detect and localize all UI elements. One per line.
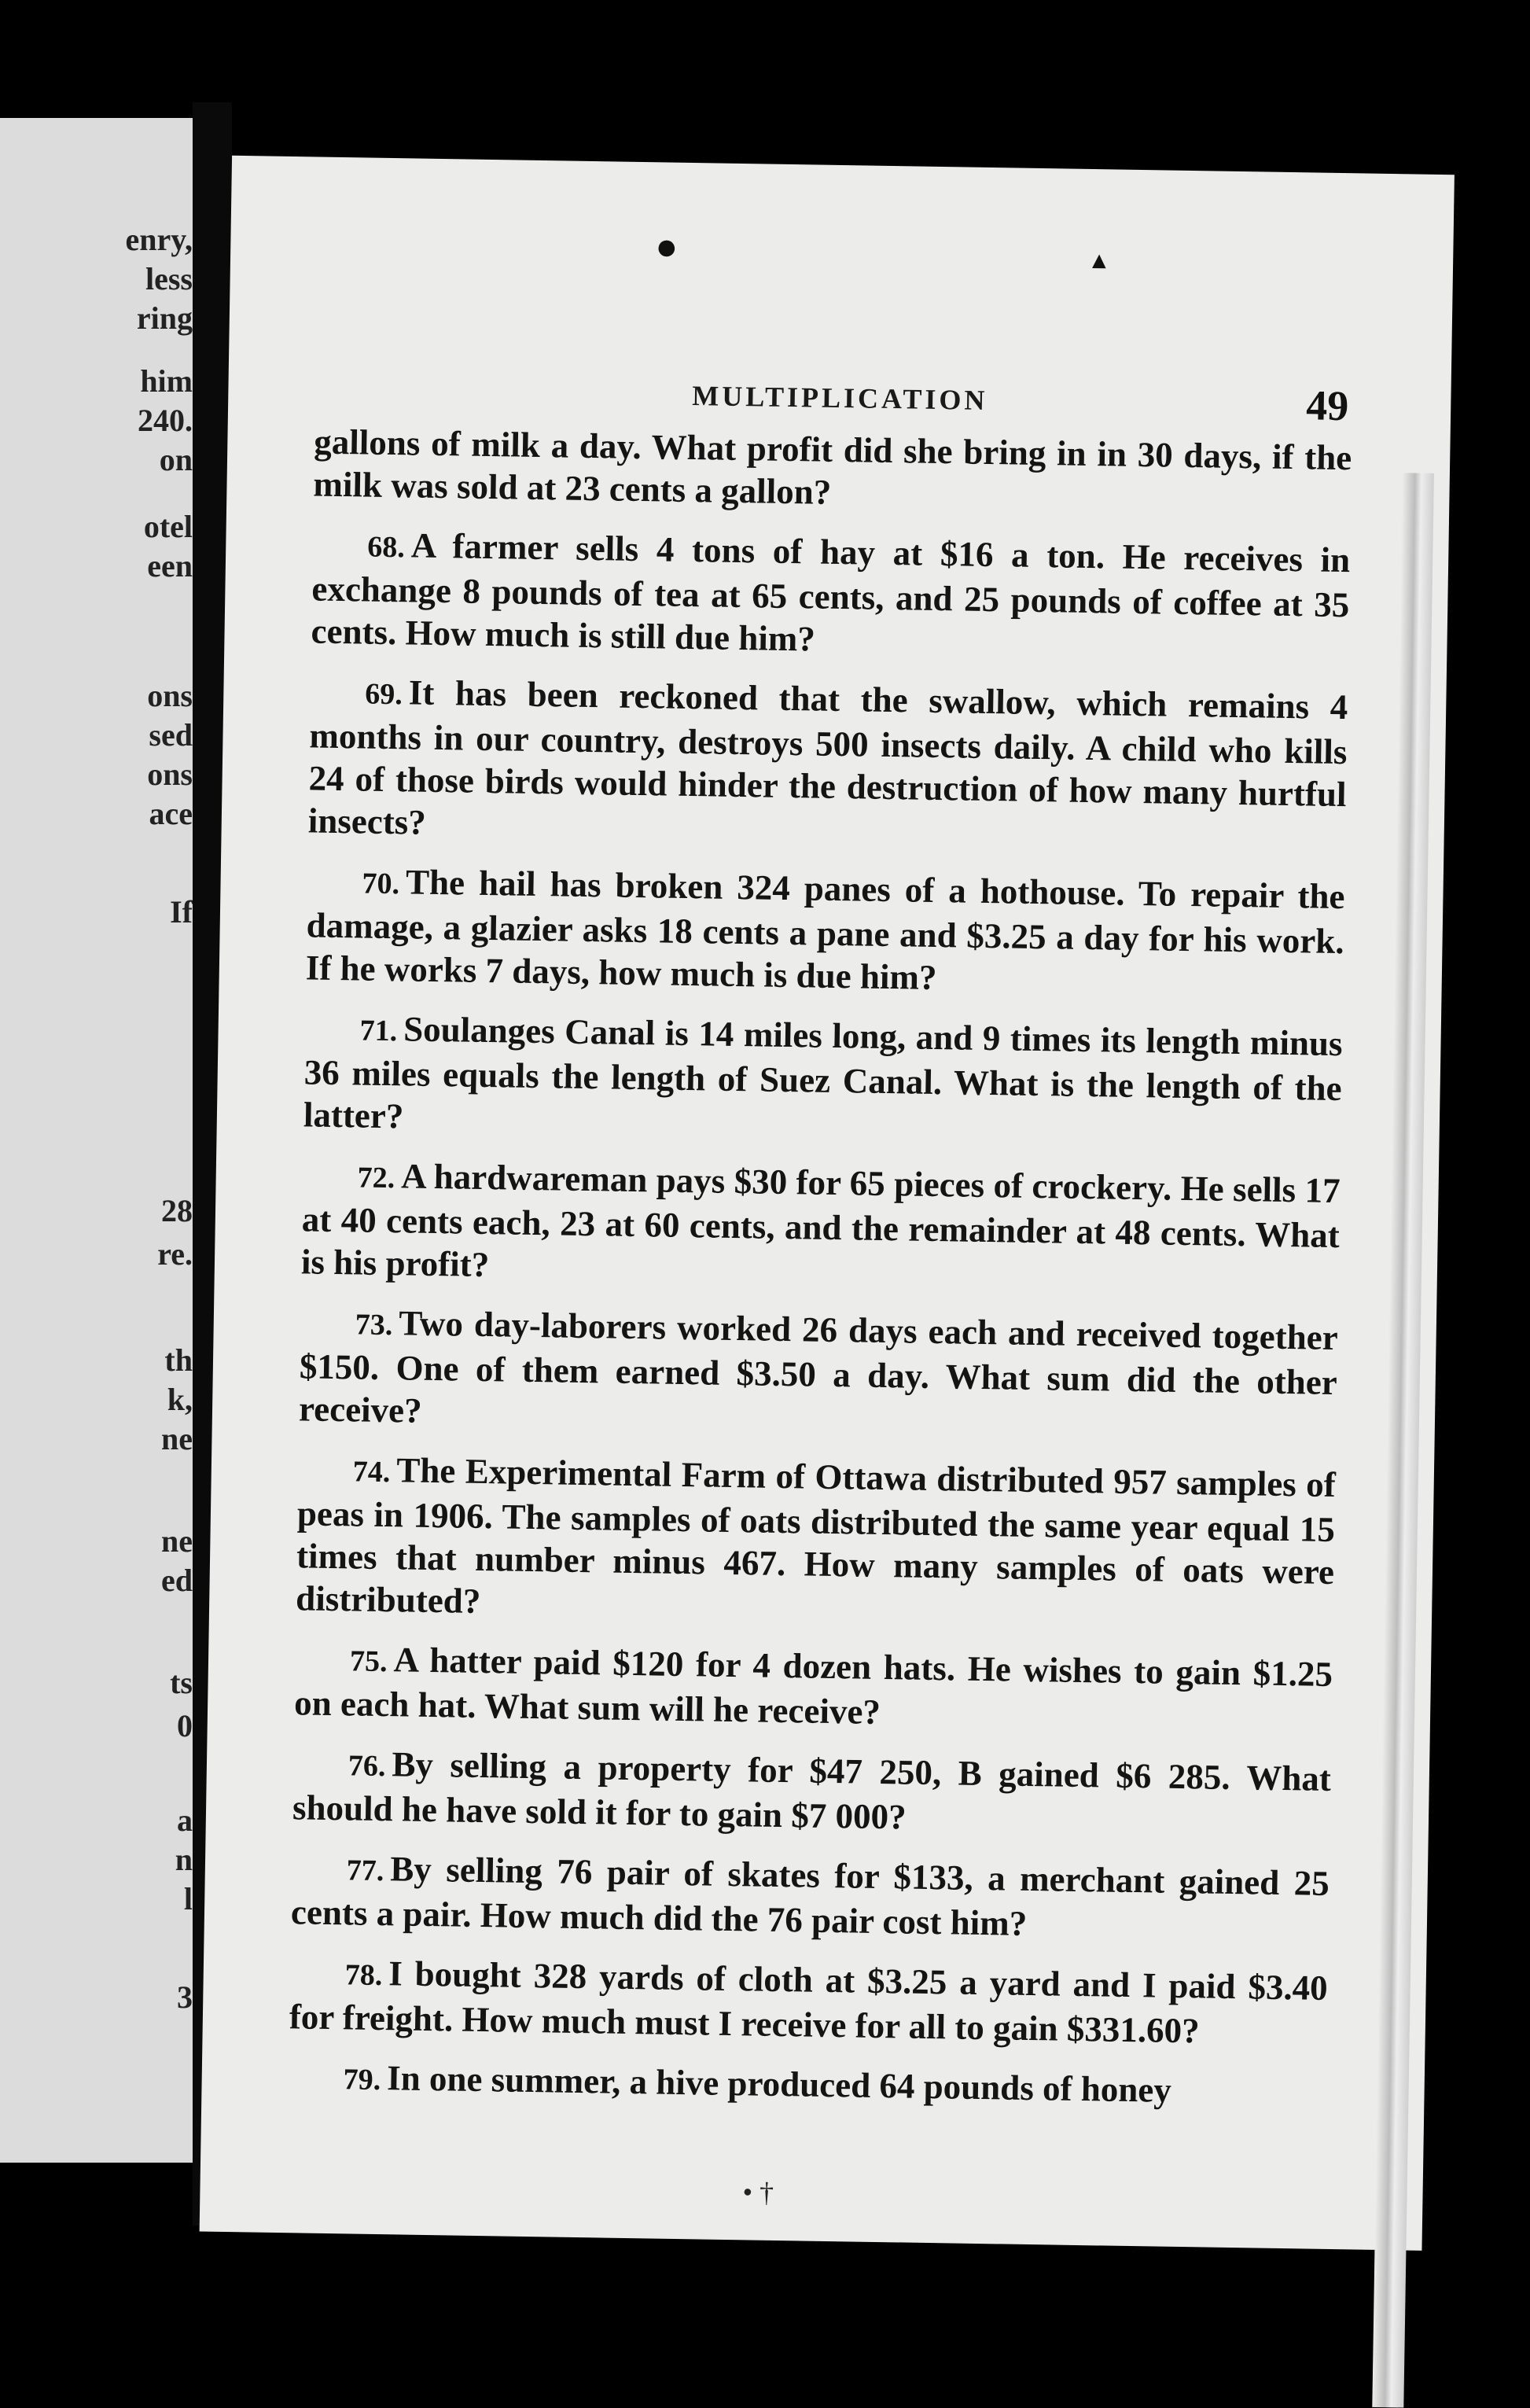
left-fragment: 28	[161, 1193, 193, 1228]
book-page	[200, 156, 1455, 2251]
problem-paragraph	[307, 669, 1348, 858]
left-fragment: 0	[177, 1708, 193, 1743]
left-fragment: ts	[170, 1665, 193, 1700]
problem-text: A hatter paid $120 for 4 dozen hats. He wishes to gain $1.25 on each hat. What sum will he receive?	[293, 1640, 1333, 1732]
problem-text: I bought 328 yards of cloth at $3.25 a yard and I paid $3.40 for freight. How much must I receive for all to gain $331.60?	[289, 1953, 1329, 2051]
problem-number: 78.	[344, 1958, 383, 1993]
problem-text: A farmer sells 4 tons of hay at $16 a ton. He receives in exchange 8 pounds of tea at 65 cents, and 25 pounds of coffee at 35 cents. How much is still due him?	[311, 525, 1351, 659]
left-fragment: less	[145, 261, 193, 296]
left-fragment: re.	[157, 1236, 193, 1272]
problem-number: 72.	[357, 1161, 395, 1195]
left-fragment: een	[147, 548, 193, 584]
left-fragment: k,	[167, 1382, 193, 1417]
problem-paragraph	[288, 2055, 1326, 2116]
problem-number: 70.	[362, 867, 400, 901]
problem-number: 71.	[359, 1014, 398, 1048]
problem-paragraph	[313, 420, 1352, 521]
problem-text: Two day-laborers worked 26 days each and received together $150. One of them earned $3.50 a day. What sum did the other receive?	[298, 1303, 1339, 1430]
problem-paragraph	[301, 1153, 1341, 1299]
problem-text: gallons of milk a day. What profit did she bring in in 30 days, if the milk was sold at 23 cents a gallon?	[313, 422, 1352, 512]
problem-number: 68.	[366, 530, 406, 565]
left-fragment: ace	[149, 796, 193, 831]
problem-paragraph	[305, 859, 1344, 1005]
ink-blot-mark: ●	[654, 226, 679, 268]
problem-number: 79.	[343, 2063, 381, 2097]
left-fragment: ons	[147, 678, 193, 713]
problem-paragraph	[294, 1637, 1333, 1740]
left-fragment: sed	[149, 717, 193, 753]
page-body	[288, 420, 1352, 2133]
previous-page-text	[0, 118, 193, 2163]
previous-page	[0, 118, 193, 2163]
problem-text: By selling a property for $47 250, B gained $6 285. What should he have sold it for to gain $7 000?	[292, 1744, 1332, 1837]
left-fragment: 240.	[138, 403, 193, 438]
left-fragment: 3	[177, 1979, 193, 2015]
ink-speck-mark: • †	[742, 2176, 774, 2208]
left-fragment: l	[183, 1881, 193, 1916]
problem-paragraph	[296, 1447, 1336, 1636]
problem-paragraph	[292, 1741, 1332, 1845]
left-fragment: him	[140, 363, 193, 399]
problem-text: Soulanges Canal is 14 miles long, and 9 times its length minus 36 miles equals the length of Suez Canal. What is the length of the latter?	[303, 1009, 1343, 1136]
problem-number: 74.	[352, 1455, 391, 1489]
problem-number: 69.	[365, 677, 403, 712]
left-fragment: ne	[161, 1523, 193, 1559]
left-fragment: If	[170, 894, 193, 930]
problem-text: By selling 76 pair of skates for $133, a merchant gained 25 cents a pair. How much did the 76 pair cost him?	[290, 1849, 1330, 1943]
problem-number: 76.	[348, 1749, 386, 1784]
problem-paragraph	[289, 1950, 1329, 2054]
left-fragment: on	[159, 442, 193, 477]
problem-paragraph	[311, 522, 1350, 668]
running-head: MULTIPLICATION	[692, 380, 988, 416]
left-fragment: ons	[147, 757, 193, 792]
problem-text: A hardwareman pays $30 for 65 pieces of crockery. He sells 17 at 40 cents each, 23 at 60 cents, and the remainder at 48 cents. What is his profit?	[300, 1156, 1341, 1285]
left-fragment: otel	[143, 509, 193, 544]
problem-text: It has been reckoned that the swallow, which remains 4 months in our country, destroys 500 insects daily. A child who kills 24 of those birds would hinder the destruction of how many hurtful insects?	[307, 672, 1348, 842]
left-fragment: th	[164, 1342, 193, 1378]
problem-text: The Experimental Farm of Ottawa distributed 957 samples of peas in 1906. The samples of oats distributed the same year equal 15 times that number minus 467. How many samples of oats were distributed?	[295, 1450, 1337, 1621]
page-number: 49	[1305, 381, 1349, 430]
problem-number: 75.	[349, 1644, 388, 1679]
problem-text: In one summer, a hive produced 64 pounds of honey	[386, 2058, 1172, 2110]
problem-paragraph	[291, 1846, 1330, 1950]
left-fragment: n	[175, 1842, 193, 1877]
ink-blot-mark: ▲	[1087, 247, 1112, 274]
left-fragment: ne	[161, 1421, 193, 1456]
problem-text: The hail has broken 324 panes of a hothouse. To repair the damage, a glazier asks 18 cents a pane and $3.25 a day for his work. If he works 7 days, how much is due him?	[305, 862, 1345, 997]
left-fragment: enry,	[125, 222, 193, 257]
problem-paragraph	[303, 1006, 1343, 1152]
left-fragment: a	[177, 1802, 193, 1838]
problem-number: 77.	[346, 1854, 384, 1888]
left-fragment: ed	[161, 1563, 193, 1598]
problem-paragraph	[299, 1300, 1338, 1446]
page-edge	[1372, 473, 1434, 2407]
left-fragment: ring	[136, 300, 193, 336]
problem-number: 73.	[355, 1308, 393, 1342]
